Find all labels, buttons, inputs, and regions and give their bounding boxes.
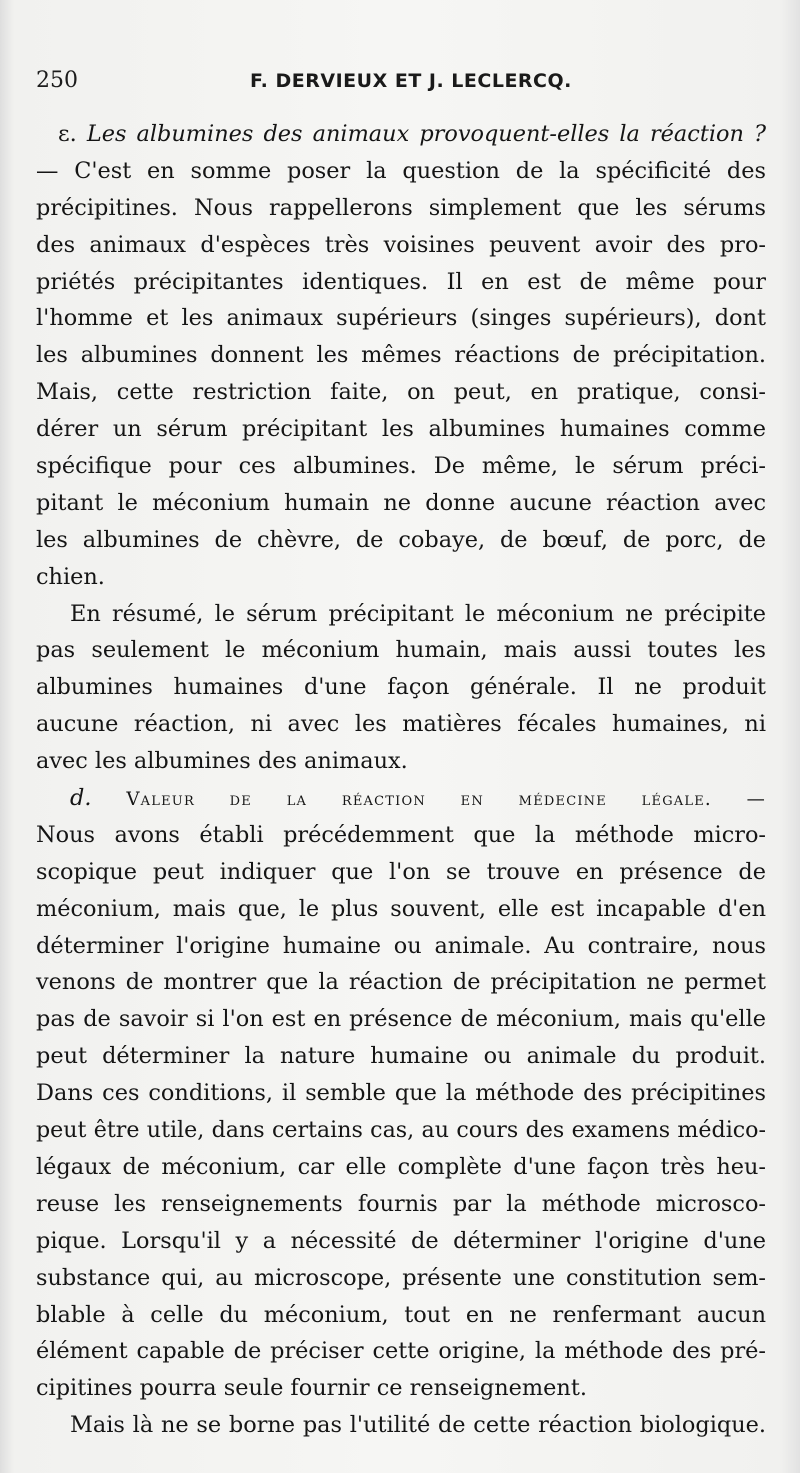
paragraph-line: scopique peut indiquer que l'on se trouve en présence de <box>36 858 766 885</box>
paragraph-line: peut déterminer la nature humaine ou animale du produit. <box>36 1043 766 1070</box>
paragraph-line: légaux de méconium, car elle complète d'une façon très heu- <box>36 1153 766 1180</box>
section-d-heading <box>36 780 766 817</box>
paragraph-line: Nous avons établi précédemment que la méthode micro- <box>36 821 766 848</box>
paragraph-line: les albumines de chèvre, de cobaye, de bœuf, de porc, de <box>36 526 766 553</box>
paragraph-line: — C'est en somme poser la question de la spécificité des <box>36 157 766 184</box>
paragraph-line: Mais là ne se borne pas l'utilité de cette réaction biologique. <box>70 1412 766 1439</box>
paragraph-line: dérer un sérum précipitant les albumines humaines comme <box>36 416 766 443</box>
paragraph-line: précipitines. Nous rappellerons simplement que les sérums <box>36 194 766 221</box>
paragraph-line: élément capable de préciser cette origine, la méthode des pré- <box>36 1338 766 1365</box>
section-e-heading <box>36 116 766 153</box>
paragraph-line: peut être utile, dans certains cas, au cours des examens médico- <box>36 1117 766 1144</box>
paragraph-line: Dans ces conditions, il semble que la méthode des précipitines <box>36 1080 766 1107</box>
page-number: 250 <box>36 68 78 93</box>
paragraph-line: pas seulement le méconium humain, mais aussi toutes les <box>36 637 766 664</box>
paragraph-line: venons de montrer que la réaction de précipitation ne permet <box>36 969 766 996</box>
section-d-title: Valeur de la réaction en médecine légale. — <box>126 789 767 811</box>
section-e-marker: ε. <box>58 121 77 147</box>
page-header <box>36 68 766 104</box>
paragraph-line: blable à celle du méconium, tout en ne renfermant aucun <box>36 1301 766 1328</box>
paragraph-line: pique. Lorsqu'il y a nécessité de déterminer l'origine d'une <box>36 1227 766 1254</box>
paragraph-line: Mais, cette restriction faite, on peut, en pratique, consi- <box>36 379 766 406</box>
paragraph-line: aucune réaction, ni avec les matières fécales humaines, ni <box>36 711 766 738</box>
paragraph-line: spécifique pour ces albumines. De même, le sérum préci- <box>36 453 766 480</box>
paragraph-line: pas de savoir si l'on est en présence de méconium, mais qu'elle <box>36 1006 766 1033</box>
paragraph-line: des animaux d'espèces très voisines peuvent avoir des pro- <box>36 231 766 258</box>
paragraph-line: pitant le méconium humain ne donne aucune réaction avec <box>36 489 766 516</box>
paragraph-line: cipitines pourra seule fournir ce renseignement. <box>36 1375 587 1402</box>
section-e-title: Les albumines des animaux provoquent-elles la réaction ? <box>86 121 766 147</box>
section-d-marker: d. <box>70 785 92 812</box>
paragraph-line: avec les albumines des animaux. <box>36 748 408 775</box>
paragraph-line: albumines humaines d'une façon générale. Il ne produit <box>36 674 766 701</box>
paragraph-line: chien. <box>36 563 105 590</box>
paragraph-line: l'homme et les animaux supérieurs (singes supérieurs), dont <box>36 305 766 332</box>
body-text <box>36 116 766 1444</box>
paragraph-line: reuse les renseignements fournis par la méthode microsco- <box>36 1190 766 1217</box>
paragraph-line: déterminer l'origine humaine ou animale. Au contraire, nous <box>36 932 766 959</box>
paragraph-line: priétés précipitantes identiques. Il en est de même pour <box>36 268 766 295</box>
paragraph-line: les albumines donnent les mêmes réactions de précipitation. <box>36 342 766 369</box>
paragraph-line: méconium, mais que, le plus souvent, elle est incapable d'en <box>36 895 766 922</box>
paragraph-line: En résumé, le sérum précipitant le méconium ne précipite <box>70 600 766 627</box>
running-head: F. DERVIEUX ET J. LECLERCQ. <box>250 70 572 92</box>
paragraph-line: substance qui, au microscope, présente une constitution sem- <box>36 1264 766 1291</box>
